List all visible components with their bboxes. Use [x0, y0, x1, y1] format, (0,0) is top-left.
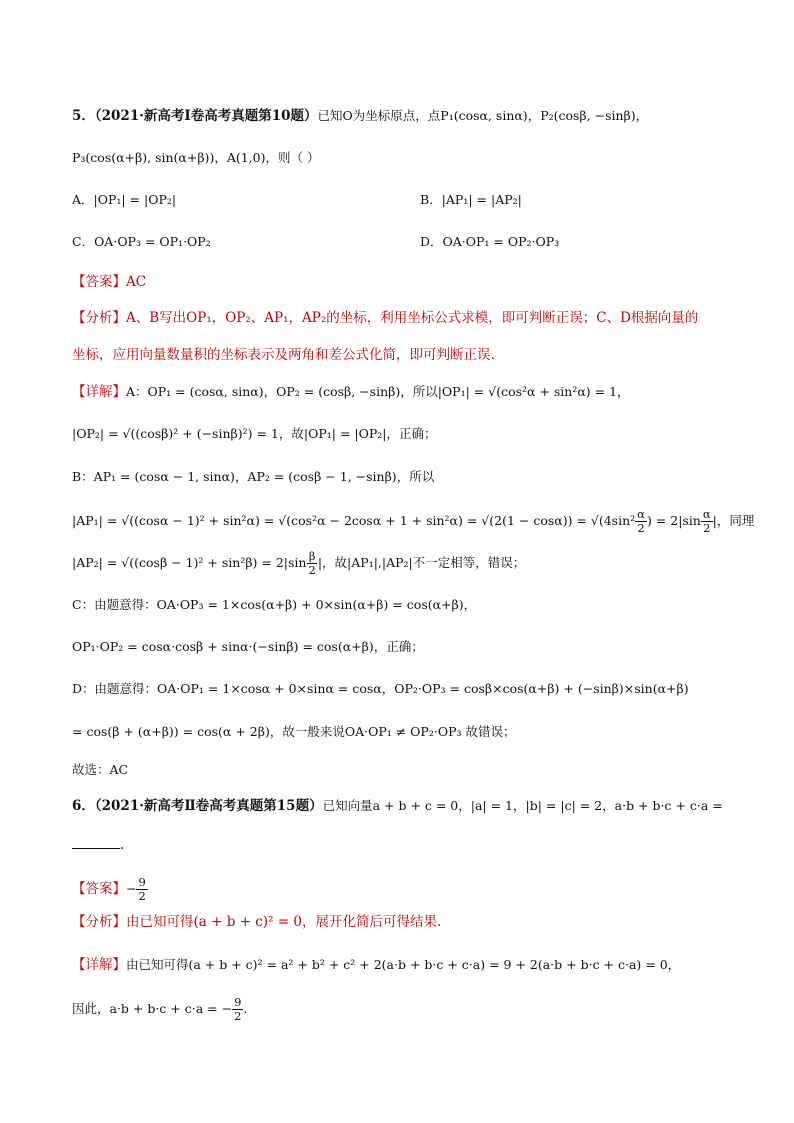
fraction-denominator: 2 [637, 521, 645, 535]
q5-detail-9: = cos(β + (α+β)) = cos(α + 2β)，故一般来说OA·OP₁ ≠ OP₂·OP₃ 故错误； [72, 724, 516, 739]
alpha-half-fraction-2 [701, 508, 713, 535]
q6-header: 6．（2021·新高考Ⅱ卷高考真题第15题） [72, 798, 323, 814]
fraction-numerator: α [702, 507, 711, 521]
q6-answer-fraction [136, 876, 147, 903]
q6-blank-line [72, 834, 754, 855]
q5-detail-b-line-2 [72, 508, 754, 535]
q5-analysis-line [72, 308, 754, 328]
q6-conclusion-fraction [232, 996, 243, 1023]
q6-blank-end: . [120, 837, 125, 853]
q5-detail-5a: |AP₂| = √((cosβ − 1)² + sin²β) = 2|sin [72, 555, 307, 570]
q5-options-cd [72, 232, 754, 252]
q5-option-c: C．OA·OP₃ = OP₁·OP₂ [72, 234, 211, 249]
q6-analysis-line [72, 912, 754, 932]
fraction-denominator: 2 [308, 563, 316, 577]
q5-option-d: D．OA·OP₁ = OP₂·OP₃ [420, 234, 560, 249]
q5-detail-1: A：OP₁ = (cosα, sinα)，OP₂ = (cosβ, −sinβ)，所以|OP₁| = √(cos²α + sin²α) = 1， [126, 384, 630, 399]
q5-stem-2: P₃(cos(α+β), sin(α+β))，A(1,0)，则（ ） [72, 150, 320, 165]
q6-analysis-label: 【分析】 [72, 914, 126, 930]
q5-detail-4c: |，同理 [712, 513, 755, 528]
q5-detail-c-line [72, 595, 754, 615]
q6-detail-2: 因此，a·b + b·c + c·a = − [72, 1001, 233, 1016]
q6-answer-label: 【答案】 [72, 881, 126, 897]
answer-blank [72, 834, 120, 849]
q6-answer-sign: − [126, 881, 137, 896]
fraction-numerator: α [637, 507, 645, 521]
q6-detail-line [72, 955, 754, 975]
q5-detail-b-line-3 [72, 550, 754, 577]
q5-detail-6: C：由题意得：OA·OP₃ = 1×cos(α+β) + 0×sin(α+β) = cos(α+β)， [72, 597, 477, 612]
q5-detail-d-line-2 [72, 722, 754, 742]
q5-option-b: B．|AP₁| = |AP₂| [420, 192, 522, 207]
q5-detail-b-line [72, 467, 754, 487]
q5-header: 5．（2021·新高考Ⅰ卷高考真题第10题） [72, 108, 318, 124]
q5-detail-4b: ) = 2|sin [646, 513, 701, 528]
q5-analysis-2: 坐标，应用向量数量积的坐标表示及两角和差公式化简，即可判断正误. [72, 347, 495, 363]
q5-analysis-line-2 [72, 345, 754, 365]
q5-stem: 已知O为坐标原点，点P₁(cosα, sinα)，P₂(cosβ, −sinβ)， [317, 108, 649, 123]
q5-detail-8: D：由题意得：OA·OP₁ = 1×cosα + 0×sinα = cosα，OP₂·OP₃ = cosβ×cos(α+β) + (−sinβ)×sin(α+β) [72, 681, 689, 696]
q5-option-a: A．|OP₁| = |OP₂| [72, 192, 177, 207]
q6-detail-1: 由已知可得(a + b + c)² = a² + b² + c² + 2(a·b + b·c + c·a) = 9 + 2(a·b + b·c + c·a) = 0， [126, 957, 681, 972]
q5-analysis-1: A、B写出OP₁，OP₂、AP₁，AP₂的坐标，利用坐标公式求模，即可判断正误；C、D根据向量的 [126, 310, 699, 326]
q5-answer: AC [126, 274, 147, 290]
q5-detail-label: 【详解】 [72, 384, 126, 400]
q5-detail-c-line-2 [72, 637, 754, 657]
q5-detail-7: OP₁·OP₂ = cosα·cosβ + sinα·(−sinβ) = cos(α+β)，正确； [72, 639, 424, 654]
fraction-denominator: 2 [234, 1009, 242, 1023]
beta-half-fraction [307, 550, 318, 577]
q5-stem-line [72, 106, 754, 126]
q5-choose: 故选：AC [72, 762, 129, 777]
q6-answer-line [72, 876, 754, 903]
q5-choose-line [72, 760, 754, 780]
q5-analysis-label: 【分析】 [72, 310, 126, 326]
q5-detail-d-line [72, 679, 754, 699]
fraction-numerator: 9 [138, 875, 146, 889]
q5-detail-a-line [72, 382, 754, 402]
q6-conclusion-line [72, 996, 754, 1023]
q5-detail-3: B：AP₁ = (cosα − 1, sinα)，AP₂ = (cosβ − 1, −sinβ)，所以 [72, 469, 435, 484]
q6-analysis: 由已知可得(a + b + c)² = 0，展开化简后可得结果. [126, 914, 442, 930]
q6-detail-label: 【详解】 [72, 957, 126, 973]
q5-options-ab [72, 190, 754, 210]
fraction-denominator: 2 [703, 521, 711, 535]
alpha-half-fraction [635, 508, 647, 535]
q5-stem-line-2 [72, 148, 754, 168]
fraction-denominator: 2 [138, 889, 146, 903]
q6-stem-line [72, 796, 754, 816]
q6-stem: 已知向量a + b + c = 0，|a| = 1，|b| = |c| = 2，a·b + b·c + c·a = [322, 798, 723, 813]
fraction-numerator: β [308, 549, 316, 563]
q5-detail-2: |OP₂| = √((cosβ)² + (−sinβ)²) = 1，故|OP₁| = |OP₂|，正确； [72, 426, 437, 441]
q5-detail-a-line-2 [72, 424, 754, 444]
fraction-numerator: 9 [234, 995, 242, 1009]
q5-detail-4a: |AP₁| = √((cosα − 1)² + sin²α) = √(cos²α − 2cosα + 1 + sin²α) = √(2(1 − cosα)) = √(4sin² [72, 513, 636, 528]
q5-detail-5b: |，故|AP₁|,|AP₂|不一定相等，错误； [317, 555, 526, 570]
q5-answer-label: 【答案】 [72, 274, 126, 290]
q6-detail-2-end: . [243, 1001, 248, 1016]
q5-answer-line [72, 272, 754, 292]
